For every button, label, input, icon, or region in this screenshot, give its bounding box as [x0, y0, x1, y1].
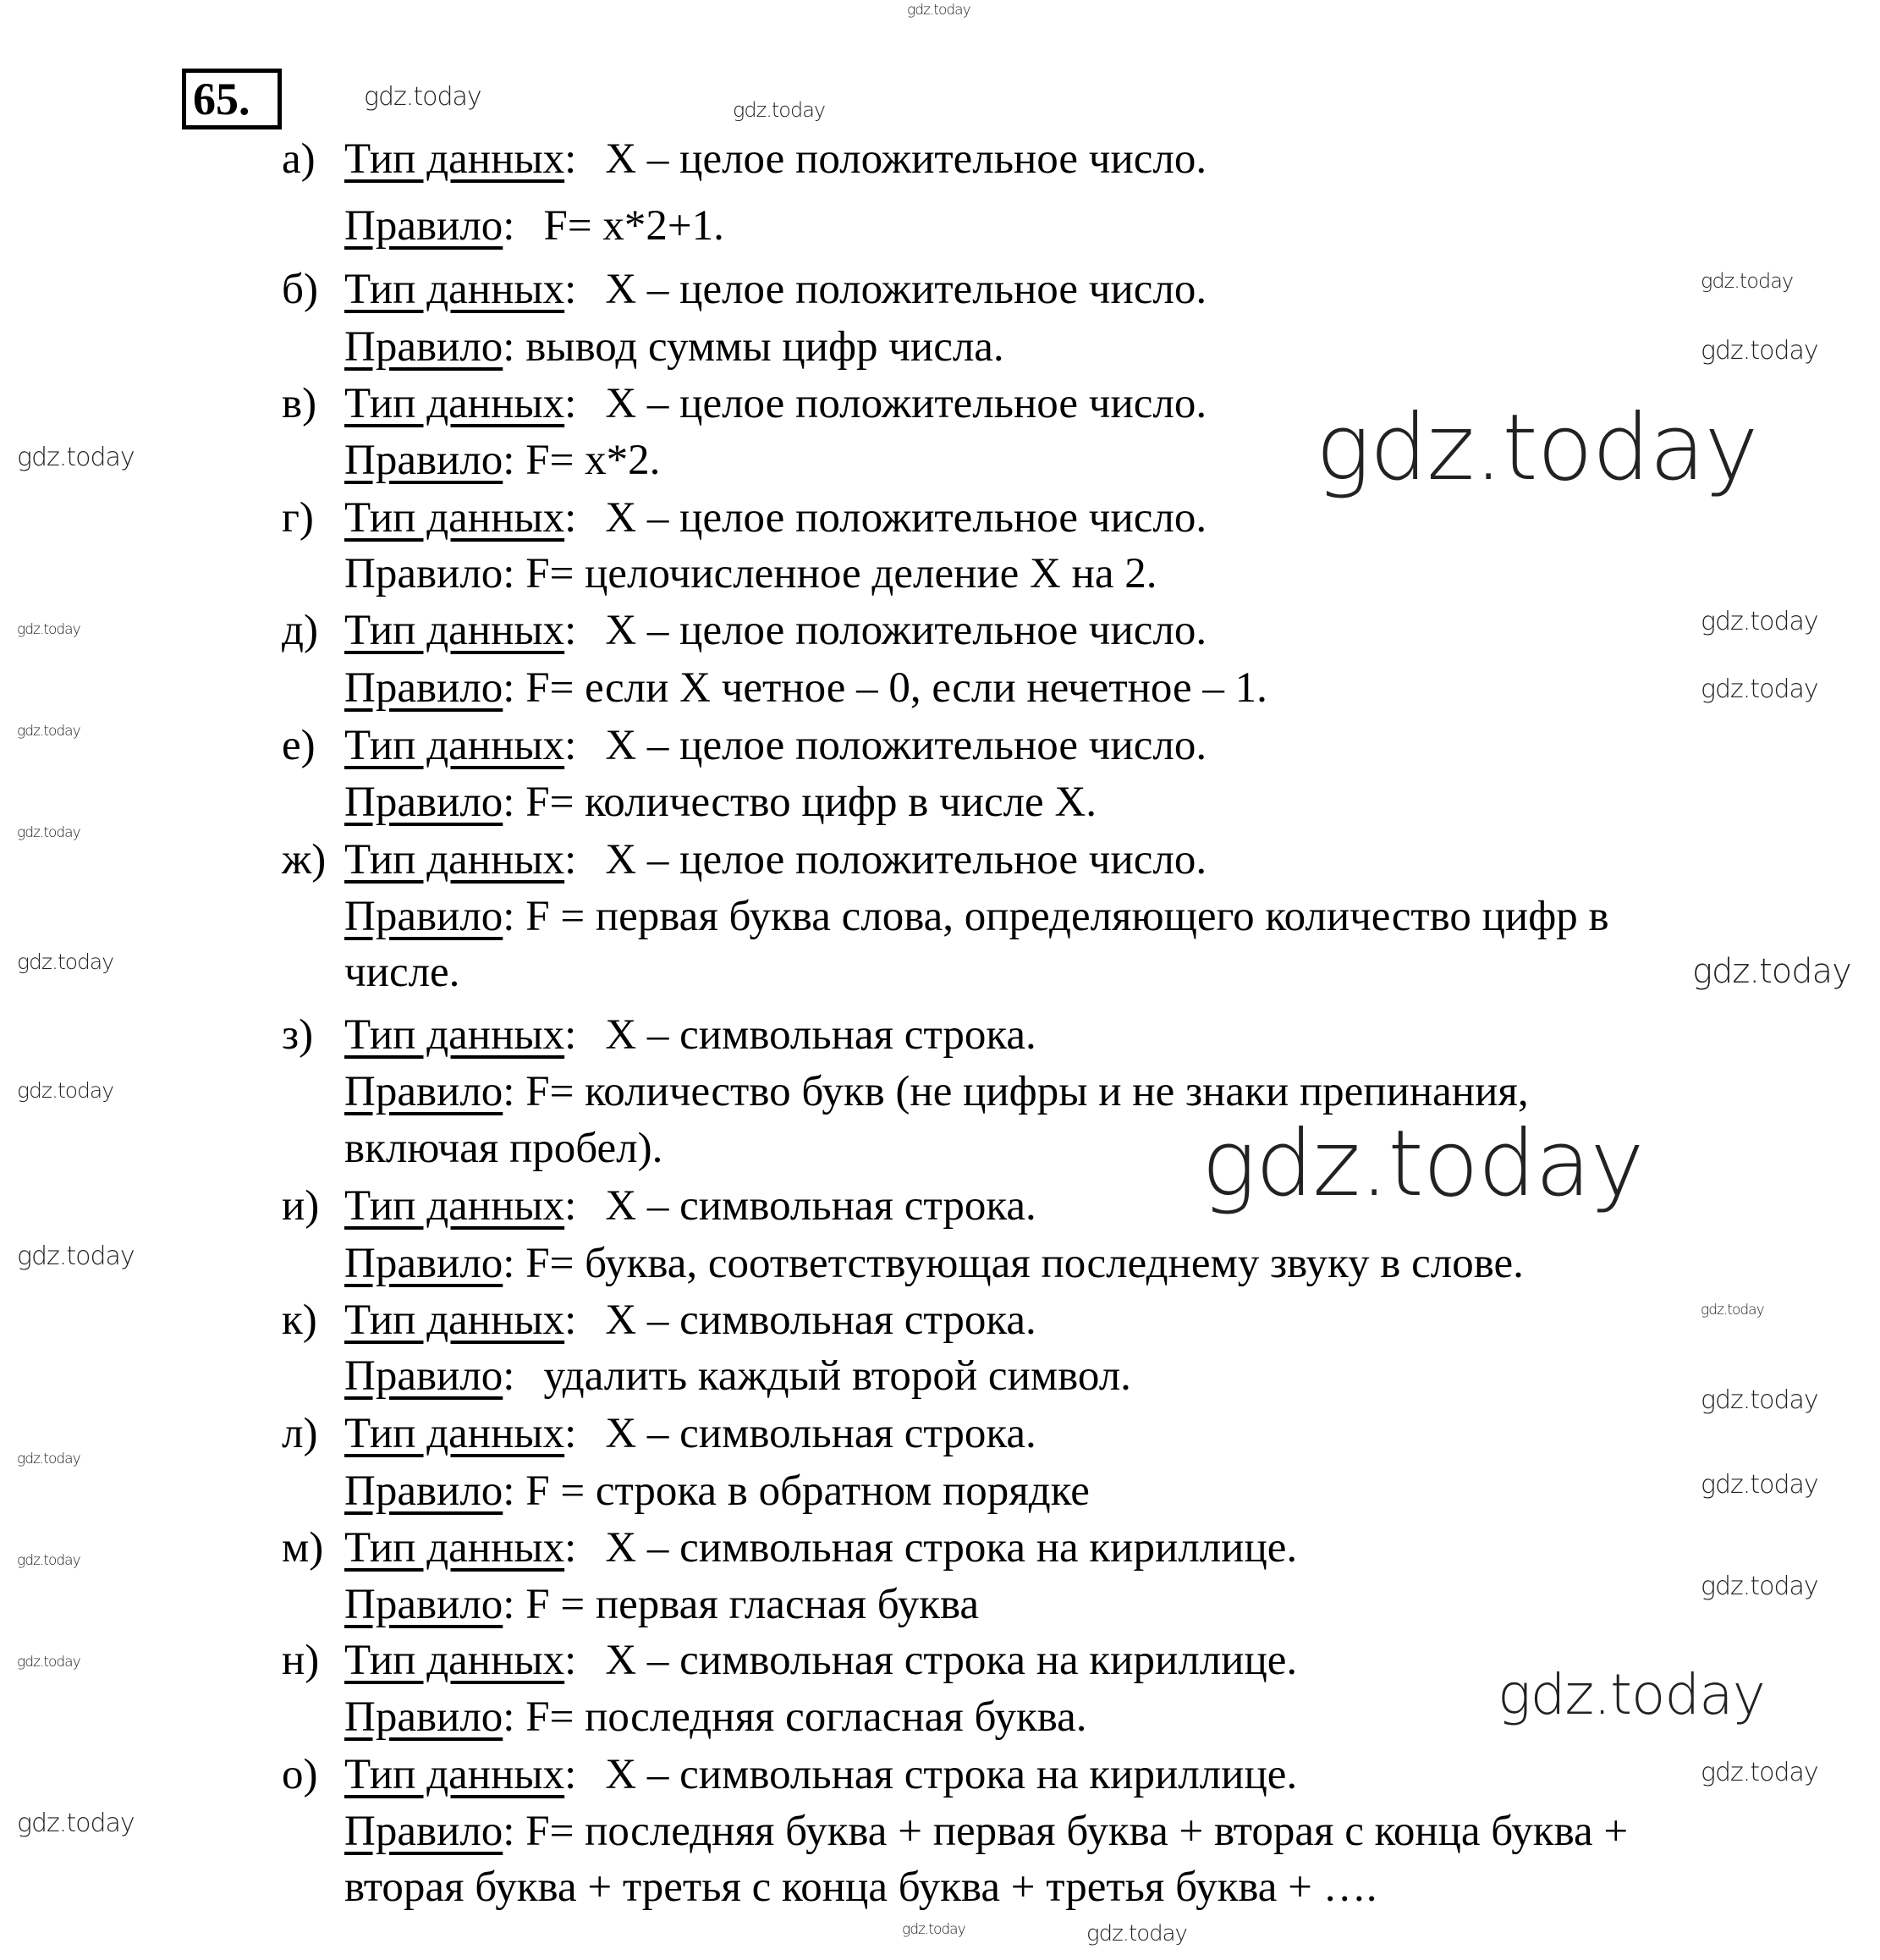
- type-value: X – целое положительное число.: [605, 722, 1207, 769]
- watermark: gdz.today: [17, 621, 80, 638]
- watermark: gdz.today: [1701, 607, 1818, 636]
- type-label: Тип данных: [344, 1011, 565, 1059]
- rule-value: F= последняя буква + первая буква + вторая с конца буква +: [525, 1808, 1629, 1855]
- watermark-large: gdz.today: [1201, 1111, 1644, 1217]
- watermark: gdz.today: [17, 1809, 135, 1838]
- watermark: gdz.today: [733, 98, 826, 122]
- rule-label: Правило: [344, 1581, 503, 1628]
- type-label: Тип данных: [344, 1524, 565, 1572]
- watermark: gdz.today: [1701, 269, 1794, 293]
- type-value: X – символьная строка.: [605, 1410, 1036, 1457]
- rule-value-continued: вторая буква + третья с конца буква + третья буква + ….: [344, 1864, 1377, 1911]
- item-letter: а): [282, 135, 316, 183]
- type-value: X – символьная строка на кириллице.: [605, 1751, 1298, 1798]
- type-value: X – целое положительное число.: [605, 494, 1207, 542]
- watermark-large: gdz.today: [1316, 395, 1758, 501]
- item-letter: з): [282, 1011, 314, 1059]
- rule-value-continued: числе.: [344, 949, 460, 996]
- watermark: gdz.today: [17, 723, 80, 740]
- watermark: gdz.today: [1086, 1921, 1187, 1946]
- watermark: gdz.today: [17, 824, 80, 841]
- task-number: 65.: [182, 69, 282, 129]
- watermark: gdz.today: [17, 1654, 80, 1671]
- item-letter: л): [282, 1410, 318, 1457]
- watermark: gdz.today: [1692, 952, 1851, 991]
- item-letter: ж): [282, 836, 327, 884]
- rule-value-continued: включая пробел).: [344, 1125, 663, 1172]
- rule-label: Правило: [344, 1352, 503, 1400]
- item-letter: е): [282, 722, 316, 769]
- type-label: Тип данных: [344, 380, 565, 427]
- type-label: Тип данных: [344, 266, 565, 313]
- rule-label: Правило: [344, 1240, 503, 1287]
- type-value: X – символьная строка.: [605, 1182, 1036, 1230]
- type-label: Тип данных: [344, 722, 565, 769]
- watermark: gdz.today: [1701, 1302, 1764, 1319]
- type-value: X – символьная строка.: [605, 1297, 1036, 1344]
- watermark: gdz.today: [17, 1451, 80, 1467]
- item-letter: в): [282, 380, 317, 427]
- rule-label: Правило: [344, 779, 503, 826]
- rule-value: вывод суммы цифр числа.: [525, 323, 1004, 371]
- type-value: X – символьная строка на кириллице.: [605, 1524, 1298, 1572]
- type-label: Тип данных: [344, 1637, 565, 1684]
- watermark-large: gdz.today: [1498, 1662, 1765, 1727]
- type-value: X – символьная строка.: [605, 1011, 1036, 1059]
- rule-label: Правило: [344, 202, 503, 250]
- rule-label: Правило: [344, 1467, 503, 1515]
- watermark: gdz.today: [902, 1921, 965, 1938]
- item-letter: м): [282, 1524, 324, 1572]
- type-value: X – целое положительное число.: [605, 836, 1207, 884]
- type-label: Тип данных: [344, 836, 565, 884]
- document-page: 65. а) Тип данных: X – целое положительное число. Правило: F= x*2+1. б) Тип данных: X – целое положительное число. Правило: вывод суммы цифр числа. в) Тип данных: X – целое положительное число. Правило: F= x*2. г) Тип данных: X – целое положительное число. Правило: F= целочисленное деление X на 2. д) Тип данных: X – целое положительное число. Правило: F= если X четное – 0, если нечетное – 1. е) Тип данных: X – целое положительное число. Правило: F= количество цифр в числе X. ж) Тип данных: X – целое положительное число. Правило: F = первая буква слова, определяющего количество цифр в числе. з) Тип данных: X – символьная строка. Правило: F= количество букв (не цифры и не знаки препинания, включая пробел). и) Тип данных: X – символьная строка. Правило: F= буква, соответствующая последнему звуку в слове. к) Тип данных: X – символьная строка. Правило: удалить каждый второй символ. л) Тип данных: X – символьная строка. Правило: F = строка в обратном порядке м) Тип данных: X – символьная строка на кириллице. Правило: F = первая гласная буква н) Тип данных: X – символьная строка на кириллице. Правило: F= последняя согласная буква. о) Тип данных: X – символьная строка на кириллице. Правило: F= последняя буква + первая буква + вторая с конца буква + вторая буква + третья с конца буква + третья буква + …. gdz.today gdz.today gdz.today gdz.today gdz.today gdz.today gdz.today gdz.today gdz.today gdz.today gdz.today gdz.today gdz.today gdz.today gdz.today gdz.today gdz.today gdz.today gdz.today gdz.today gdz.today gdz.today gdz.today gdz.today gdz.today gdz.today gdz.today gdz.today gdz.today: [0, 0, 1880, 1960]
- rule-value: F = строка в обратном порядке: [525, 1467, 1090, 1515]
- watermark: gdz.today: [17, 1242, 135, 1271]
- rule-label: Правило: [344, 323, 503, 371]
- rule-value: F= x*2.: [525, 437, 661, 484]
- rule-label: Правило: [344, 664, 503, 712]
- watermark: gdz.today: [907, 2, 970, 19]
- type-value: X – целое положительное число.: [605, 607, 1207, 654]
- watermark: gdz.today: [17, 443, 135, 472]
- watermark: gdz.today: [17, 950, 114, 974]
- type-value: X – символьная строка на кириллице.: [605, 1637, 1298, 1684]
- rule-value: F= количество букв (не цифры и не знаки препинания,: [525, 1068, 1529, 1115]
- rule-value: F= буква, соответствующая последнему звуку в слове.: [525, 1240, 1524, 1287]
- item-letter: д): [282, 607, 318, 654]
- rule-value: F = первая буква слова, определяющего количество цифр в: [525, 893, 1609, 940]
- watermark: gdz.today: [1701, 674, 1818, 704]
- rule-label: Правило: [344, 1068, 503, 1115]
- type-label: Тип данных: [344, 1410, 565, 1457]
- rule-value: удалить каждый второй символ.: [543, 1352, 1131, 1400]
- type-value: X – целое положительное число.: [605, 380, 1207, 427]
- rule-value: F= количество цифр в числе X.: [525, 779, 1097, 826]
- watermark: gdz.today: [364, 82, 481, 112]
- rule-value: Правило: F= целочисленное деление X на 2.: [344, 550, 1157, 597]
- watermark: gdz.today: [17, 1078, 114, 1103]
- item-letter: б): [282, 266, 318, 313]
- type-label: Тип данных: [344, 135, 565, 183]
- rule-value: F= последняя согласная буква.: [525, 1693, 1087, 1741]
- rule-label: Правило: [344, 893, 503, 940]
- type-value: X – целое положительное число.: [605, 266, 1207, 313]
- watermark: gdz.today: [1701, 1385, 1818, 1415]
- watermark: gdz.today: [1701, 1758, 1818, 1787]
- type-label: Тип данных: [344, 607, 565, 654]
- item-letter: о): [282, 1751, 318, 1798]
- item-letter: к): [282, 1297, 317, 1344]
- watermark: gdz.today: [1701, 1470, 1818, 1500]
- type-label: Тип данных: [344, 1297, 565, 1344]
- item-letter: н): [282, 1637, 320, 1684]
- watermark: gdz.today: [1701, 336, 1818, 366]
- type-label: Тип данных: [344, 1182, 565, 1230]
- rule-label: Правило: [344, 1808, 503, 1855]
- item-letter: и): [282, 1182, 320, 1230]
- type-value: X – целое положительное число.: [605, 135, 1207, 183]
- item-letter: г): [282, 494, 314, 542]
- watermark: gdz.today: [17, 1552, 80, 1569]
- rule-label: Правило: [344, 1693, 503, 1741]
- rule-value: F = первая гласная буква: [525, 1581, 980, 1628]
- type-label: Тип данных: [344, 1751, 565, 1798]
- type-label: Тип данных: [344, 494, 565, 542]
- rule-value: F= x*2+1.: [543, 202, 724, 250]
- rule-label: Правило: [344, 437, 503, 484]
- rule-value: F= если X четное – 0, если нечетное – 1.: [525, 664, 1267, 712]
- watermark: gdz.today: [1701, 1572, 1818, 1601]
